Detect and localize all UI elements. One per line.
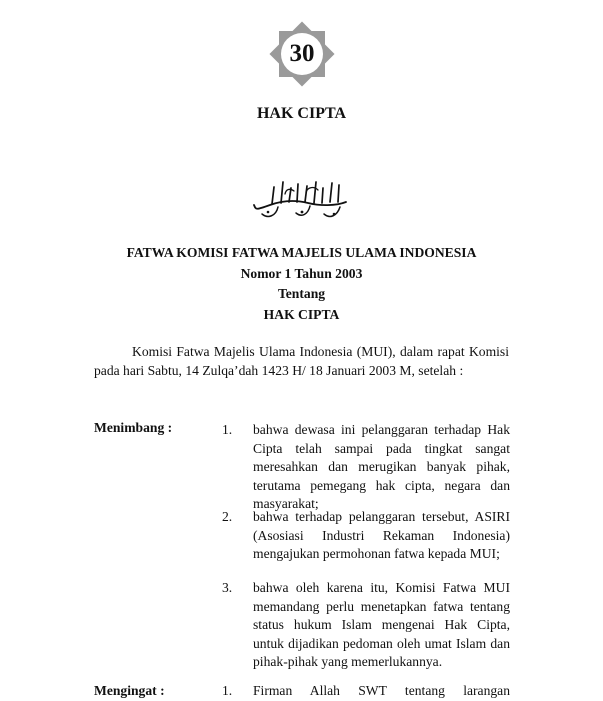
item-text: bahwa oleh karena itu, Komisi Fatwa MUI memandang perlu menetapkan fatwa tentang status hukum Islam mengenai Hak Cipta, untuk dijadikan pedoman oleh umat Islam dan pihak-pihak yang memerlukannya. (253, 580, 510, 670)
item-text: bahwa dewasa ini pelanggaran terhadap Hak Cipta telah sampai pada tingkat sangat meresahkan dan merugikan banyak pihak, terutama pemegang hak cipta, negara dan masyarakat; (253, 422, 510, 512)
heading-line-2: Nomor 1 Tahun 2003 (240, 265, 363, 281)
item-number: 1. (222, 683, 233, 698)
item-number: 2. (222, 509, 233, 524)
heading-line-1: FATWA KOMISI FATWA MAJELIS ULAMA INDONESIA (126, 245, 477, 260)
chapter-title: HAK CIPTA (256, 105, 347, 122)
basmalah-calligraphy-icon (250, 176, 350, 222)
menimbang-item-2 (222, 508, 510, 564)
menimbang-label: Menimbang : (94, 420, 173, 435)
item-text: bahwa terhadap pelanggaran tersebut, ASIRI (Asosiasi Industri Rekaman Indonesia) mengajukan permohonan fatwa kepada MUI; (253, 509, 510, 562)
menimbang-item-1 (222, 421, 510, 514)
chapter-badge (266, 18, 338, 90)
menimbang-item-3 (222, 579, 510, 672)
intro-paragraph: Komisi Fatwa Majelis Ulama Indonesia (MUI), dalam rapat Komisi pada hari Sabtu, 14 Zulqa’dah 1423 H/ 18 Januari 2003 M, setelah : (94, 344, 509, 378)
chapter-number: 30 (289, 40, 315, 67)
mengingat-item-1 (222, 682, 510, 701)
mengingat-label: Mengingat : (94, 683, 165, 698)
item-number: 1. (222, 422, 233, 437)
item-text: Firman Allah SWT tentang larangan (253, 683, 510, 698)
heading-line-3: Tentang (277, 286, 326, 301)
item-number: 3. (222, 580, 233, 595)
heading-line-4: HAK CIPTA (263, 306, 340, 322)
fatwa-heading (0, 243, 603, 325)
